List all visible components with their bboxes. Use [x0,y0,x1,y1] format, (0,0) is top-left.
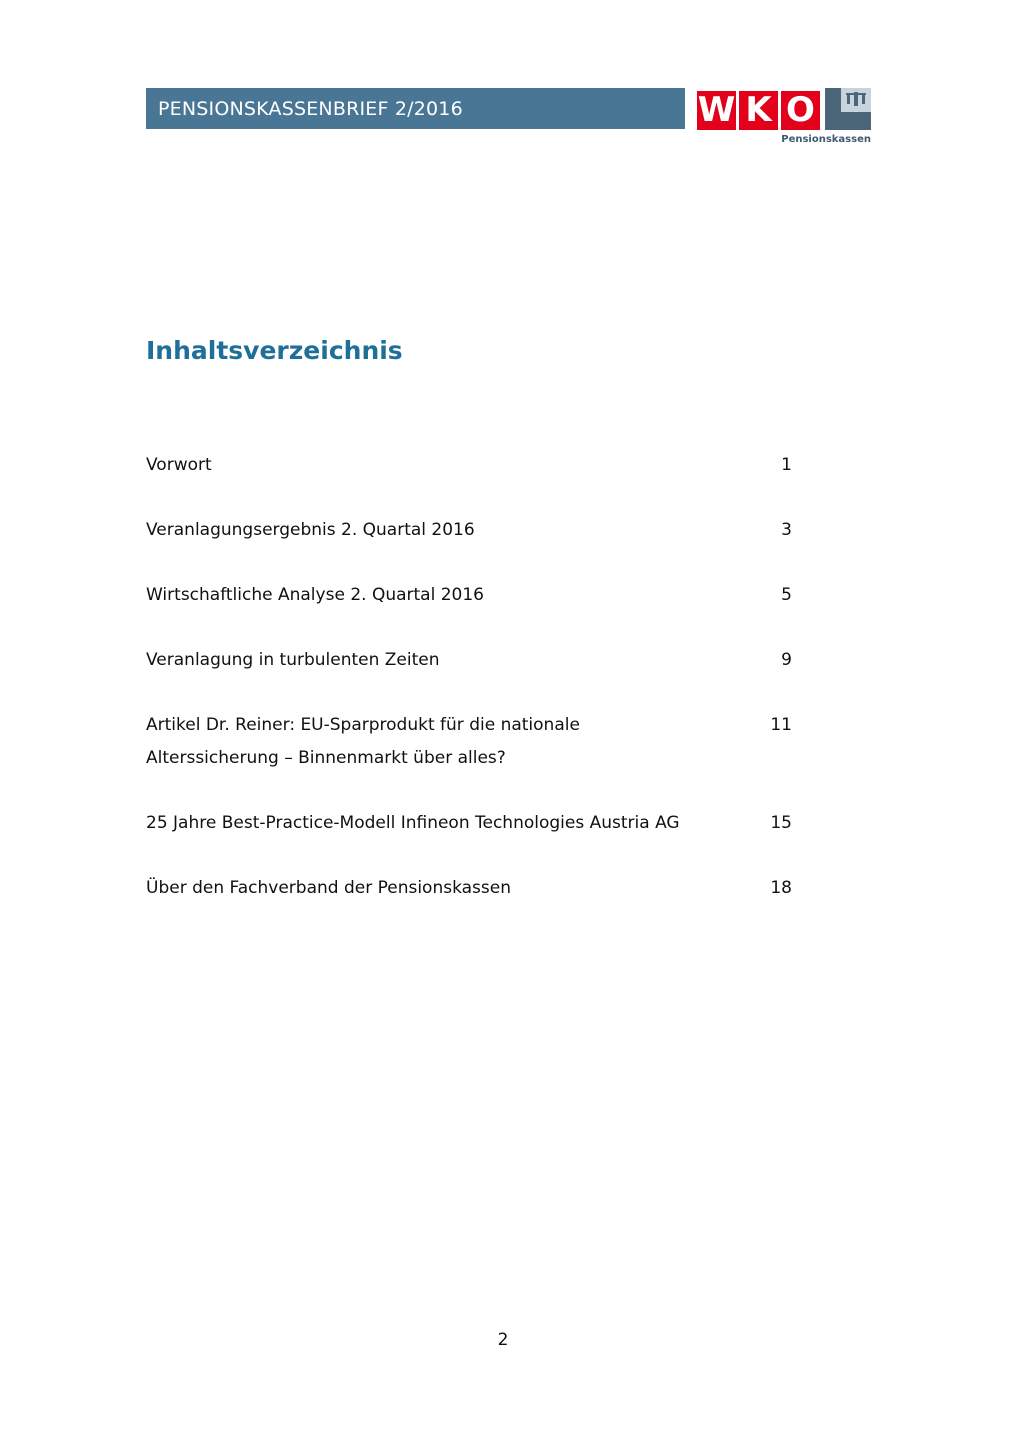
toc-entry-vorwort[interactable] [146,449,796,482]
toc-entry-text: Artikel Dr. Reiner: EU-Sparprodukt für die nationale Alterssicherung – Binnenmarkt über alles? [146,715,580,768]
toc-entry-text: Wirtschaftliche Analyse 2. Quartal 2016 [146,585,484,605]
toc-entry-text: Über den Fachverband der Pensionskassen [146,878,512,898]
toc-entry-page: 9 [781,650,792,670]
toc-entry-veranlagung-turbulent[interactable] [146,644,796,677]
toc-entry-wirtschaftliche-analyse[interactable] [146,579,796,612]
toc-entry-veranlagungsergebnis[interactable] [146,514,796,547]
toc-entry-text: Vorwort [146,455,212,475]
wko-logo [697,88,877,150]
toc-entry-text: 25 Jahre Best-Practice-Modell Infineon Technologies Austria AG [146,813,680,833]
toc-entry-page: 11 [770,715,792,735]
toc-entry-infineon[interactable] [146,807,796,840]
toc-entry-page: 3 [781,520,792,540]
header-title: PENSIONSKASSENBRIEF 2/2016 [158,97,463,120]
toc-entry-page: 15 [770,813,792,833]
page-number: 2 [497,1330,509,1350]
logo-letters [697,91,820,130]
toc-entry-artikel-reiner[interactable] [146,709,796,775]
logo-letter-o: O [781,91,820,130]
toc-entry-page: 5 [781,585,792,605]
logo-letter-w: W [697,90,736,130]
header-bar [146,88,685,129]
toc-list [146,449,796,937]
toc-title: Inhaltsverzeichnis [146,336,403,365]
toc-entry-page: 18 [770,878,792,898]
logo-subtitle: Pensionskassen [781,134,871,145]
toc-entry-text: Veranlagung in turbulenten Zeiten [146,650,440,670]
austrian-eagle-emblem-icon [825,88,871,130]
toc-entry-text: Veranlagungsergebnis 2. Quartal 2016 [146,520,475,540]
toc-entry-fachverband[interactable] [146,872,796,905]
logo-letter-k: K [739,91,778,130]
toc-entry-page: 1 [781,455,792,475]
